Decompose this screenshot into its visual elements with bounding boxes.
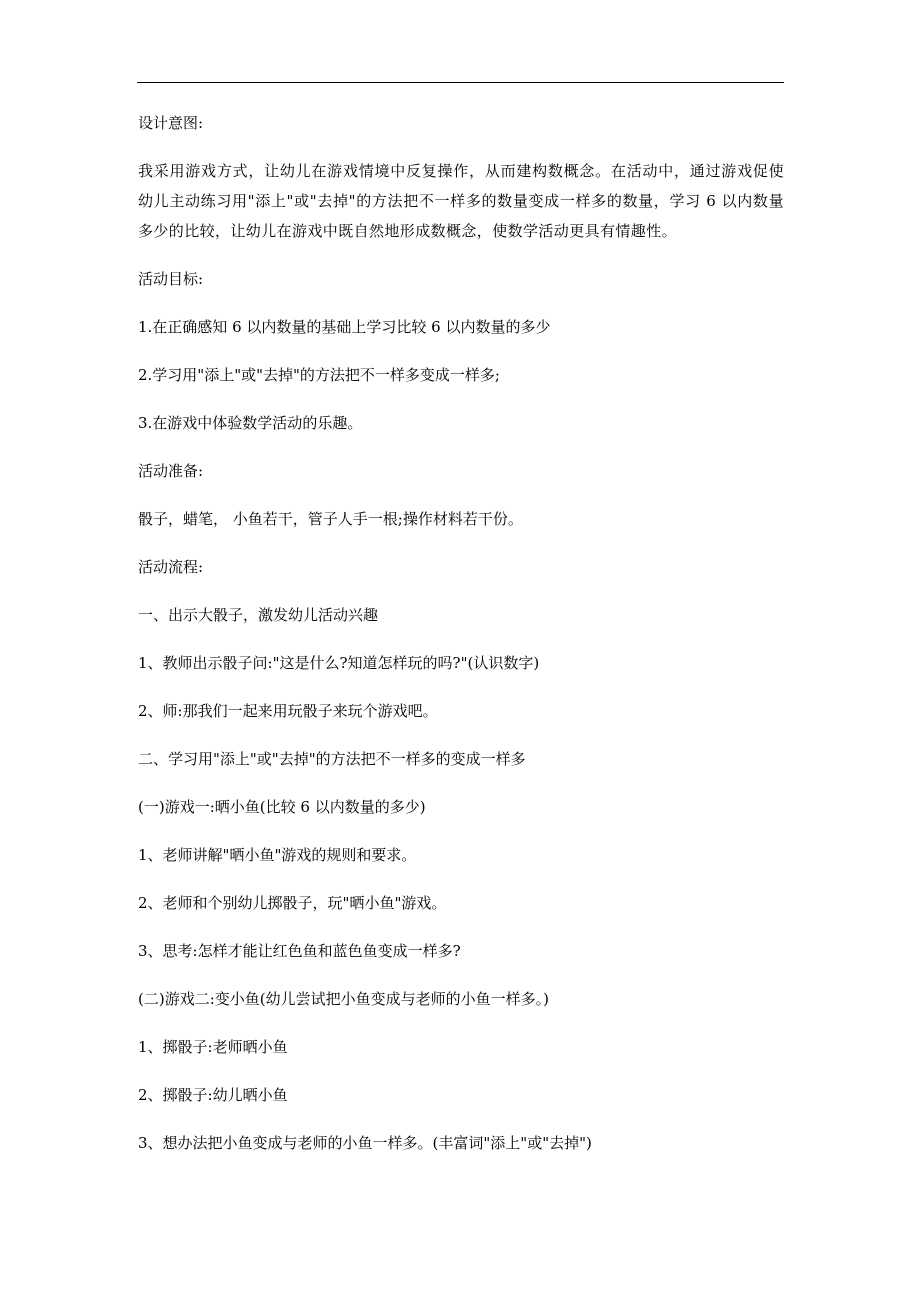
flow-subsection-heading: (一)游戏一:晒小鱼(比较 6 以内数量的多少) bbox=[138, 798, 426, 816]
heading-activity-flow: 活动流程: bbox=[138, 558, 204, 576]
flow-step: 1、教师出示骰子问:"这是什么?知道怎样玩的吗?"(认识数字) bbox=[138, 654, 540, 672]
prep-paragraph: 骰子，蜡笔， 小鱼若干，管子人手一根;操作材料若干份。 bbox=[138, 510, 523, 528]
flow-step: 1、掷骰子:老师晒小鱼 bbox=[138, 1038, 288, 1056]
flow-step: 3、想办法把小鱼变成与老师的小鱼一样多。(丰富词"添上"或"去掉") bbox=[138, 1134, 592, 1152]
flow-subsection-heading: (二)游戏二:变小鱼(幼儿尝试把小鱼变成与老师的小鱼一样多。) bbox=[138, 990, 549, 1008]
flow-section-heading: 一、出示大骰子，激发幼儿活动兴趣 bbox=[138, 606, 379, 624]
heading-activity-goals: 活动目标: bbox=[138, 270, 204, 288]
document-body bbox=[138, 108, 784, 1158]
design-intent-paragraph: 我采用游戏方式，让幼儿在游戏情境中反复操作，从而建构数概念。在活动中，通过游戏促使幼儿主动练习用"添上"或"去掉"的方法把不一样多的数量变成一样多的数量，学习 6 以内数量多少的比较，让幼儿在游戏中既自然地形成数概念，使数学活动更具有情趣性。 bbox=[138, 162, 784, 240]
goal-item: 1.在正确感知 6 以内数量的基础上学习比较 6 以内数量的多少 bbox=[138, 318, 551, 336]
flow-step: 2、师:那我们一起来用玩骰子来玩个游戏吧。 bbox=[138, 702, 438, 720]
heading-design-intent: 设计意图: bbox=[138, 114, 204, 132]
flow-step: 1、老师讲解"晒小鱼"游戏的规则和要求。 bbox=[138, 846, 417, 864]
header-rule bbox=[137, 82, 784, 83]
flow-step: 3、思考:怎样才能让红色鱼和蓝色鱼变成一样多? bbox=[138, 942, 461, 960]
flow-step: 2、掷骰子:幼儿晒小鱼 bbox=[138, 1086, 288, 1104]
goal-item: 2.学习用"添上"或"去掉"的方法把不一样多变成一样多; bbox=[138, 366, 500, 384]
flow-section-heading: 二、学习用"添上"或"去掉"的方法把不一样多的变成一样多 bbox=[138, 750, 526, 768]
heading-activity-prep: 活动准备: bbox=[138, 462, 204, 480]
goal-item: 3.在游戏中体验数学活动的乐趣。 bbox=[138, 414, 363, 432]
flow-step: 2、老师和个别幼儿掷骰子，玩"晒小鱼"游戏。 bbox=[138, 894, 447, 912]
